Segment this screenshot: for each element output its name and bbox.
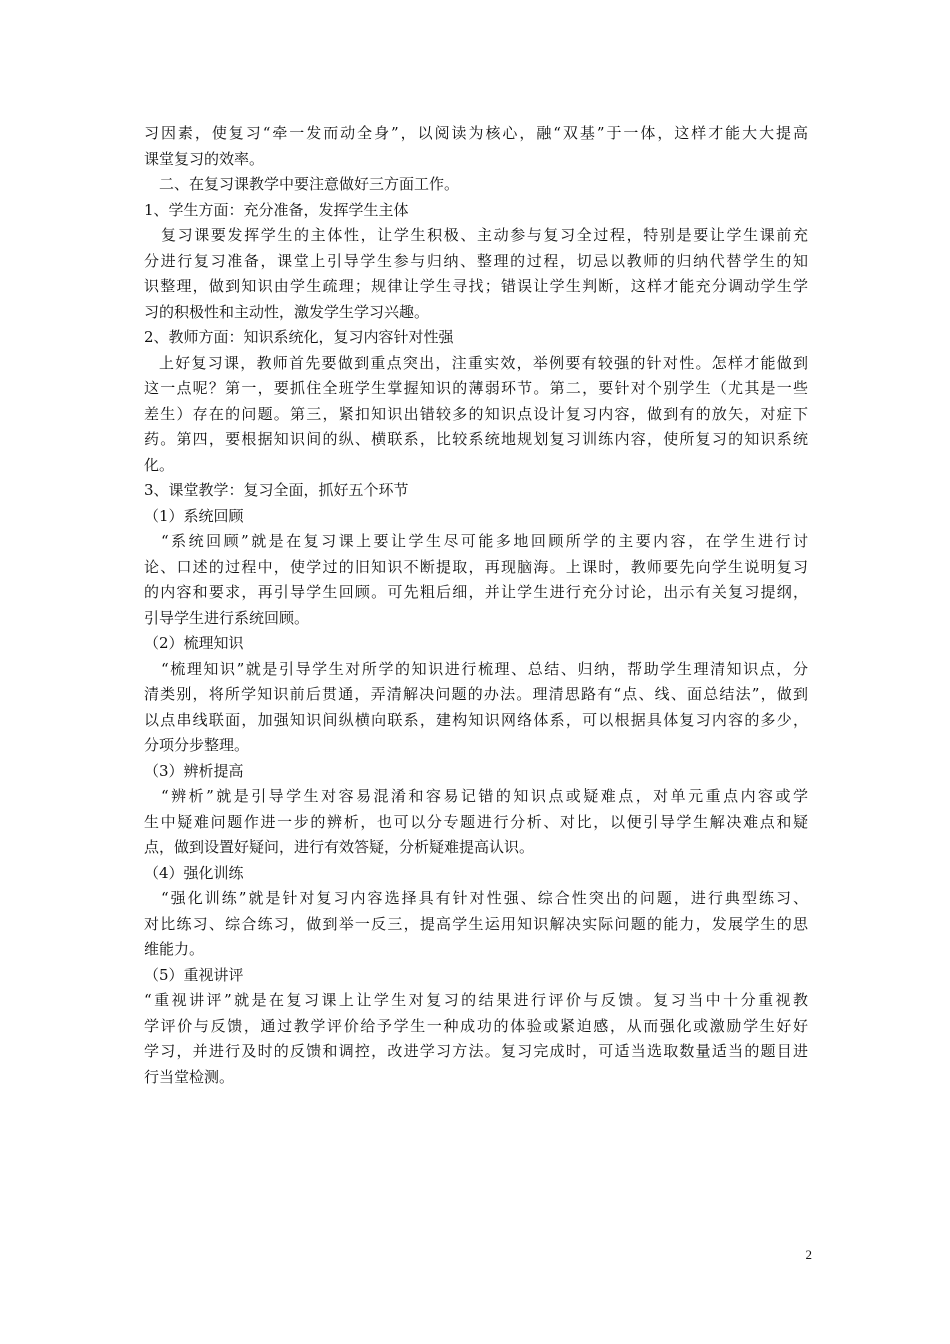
- text-line: 复习课要发挥学生的主体性，让学生积极、主动参与复习全过程，特别是要让学生课前充: [161, 226, 808, 244]
- text-line: “梳理知识”就是引导学生对所学的知识进行梳理、总结、归纳，帮助学生理清知识点，分: [161, 659, 808, 678]
- text-line: 分进行复习准备，课堂上引导学生参与归纳、整理的过程，切忌以教师的归纳代替学生的知: [144, 251, 808, 270]
- text-line: 1、学生方面：充分准备，发挥学生主体: [144, 200, 409, 219]
- text-line: 化。: [144, 455, 175, 474]
- text-line: （2）梳理知识: [144, 634, 244, 652]
- text-line: 这一点呢？第一，要抓住全班学生掌握知识的薄弱环节。第二，要针对个别学生（尤其是一些: [144, 379, 808, 397]
- text-line: 学评价与反馈，通过教学评价给予学生一种成功的体验或紧迫感，从而强化或激励学生好好: [144, 1016, 808, 1035]
- text-line: 生中疑难问题作进一步的辨析，也可以分专题进行分析、对比，以便引导学生解决难点和疑: [144, 812, 808, 831]
- text-line: （3）辨析提高: [144, 761, 244, 780]
- text-line: 2、教师方面：知识系统化，复习内容针对性强: [144, 328, 454, 346]
- page-number: 2: [805, 1247, 812, 1262]
- text-line: 行当堂检测。: [144, 1067, 235, 1086]
- text-line: 对比练习、综合练习，做到举一反三，提高学生运用知识解决实际问题的能力，发展学生的思: [144, 914, 808, 933]
- text-line: 以点串线联面，加强知识间纵横向联系，建构知识网络体系，可以根据具体复习内容的多少，: [144, 710, 808, 729]
- document-body: [144, 121, 808, 1090]
- text-line: 分项分步整理。: [144, 736, 250, 754]
- text-line: 二、在复习课教学中要注意做好三方面工作。: [159, 175, 460, 193]
- text-line: （4）强化训练: [144, 863, 244, 882]
- text-line: 的内容和要求，再引导学生回顾。可先粗后细，并让学生进行充分讨论，出示有关复习提纲，: [144, 583, 808, 601]
- text-line: “重视讲评”就是在复习课上让学生对复习的结果进行评价与反馈。复习当中十分重视教: [144, 991, 808, 1009]
- text-line: 论、口述的过程中，使学过的旧知识不断提取，再现脑海。上课时，教师要先向学生说明复习: [144, 557, 808, 576]
- text-line: 引导学生进行系统回顾。: [144, 608, 310, 627]
- text-line: 维能力。: [144, 940, 205, 958]
- text-line: 清类别，将所学知识前后贯通，弄清解决问题的办法。理清思路有“点、线、面总结法”，做到: [144, 685, 808, 703]
- text-line: 习的积极性和主动性，激发学生学习兴趣。: [144, 302, 430, 321]
- text-line: 3、课堂教学：复习全面，抓好五个环节: [144, 481, 409, 499]
- text-line: （1）系统回顾: [144, 506, 244, 525]
- text-line: 上好复习课，教师首先要做到重点突出，注重实效，举例要有较强的针对性。怎样才能做到: [159, 353, 808, 372]
- text-line: 差生）存在的问题。第三，紧扣知识出错较多的知识点设计复习内容，做到有的放矢，对症下: [144, 404, 808, 423]
- text-line: 识整理，做到知识由学生疏理；规律让学生寻找；错误让学生判断，这样才能充分调动学生学: [144, 277, 808, 295]
- text-line: “系统回顾”就是在复习课上要让学生尽可能多地回顾所学的主要内容，在学生进行讨: [161, 532, 808, 550]
- text-line: 课堂复习的效率。: [144, 149, 265, 168]
- text-line: 学习，并进行及时的反馈和调控，改进学习方法。复习完成时，可适当选取数量适当的题目进: [144, 1042, 808, 1060]
- text-line: “强化训练”就是针对复习内容选择具有针对性强、综合性突出的问题，进行典型练习、: [161, 889, 808, 907]
- text-line: 药。第四，要根据知识间的纵、横联系，比较系统地规划复习训练内容，使所复习的知识系统: [144, 430, 808, 448]
- text-line: 习因素，使复习“牵一发而动全身”，以阅读为核心，融“双基”于一体，这样才能大大提高: [144, 124, 808, 142]
- text-line: 点，做到设置好疑问，进行有效答疑，分析疑难提高认识。: [144, 838, 535, 856]
- text-line: （5）重视讲评: [144, 965, 244, 984]
- text-line: “辨析”就是引导学生对容易混淆和容易记错的知识点或疑难点，对单元重点内容或学: [161, 787, 808, 805]
